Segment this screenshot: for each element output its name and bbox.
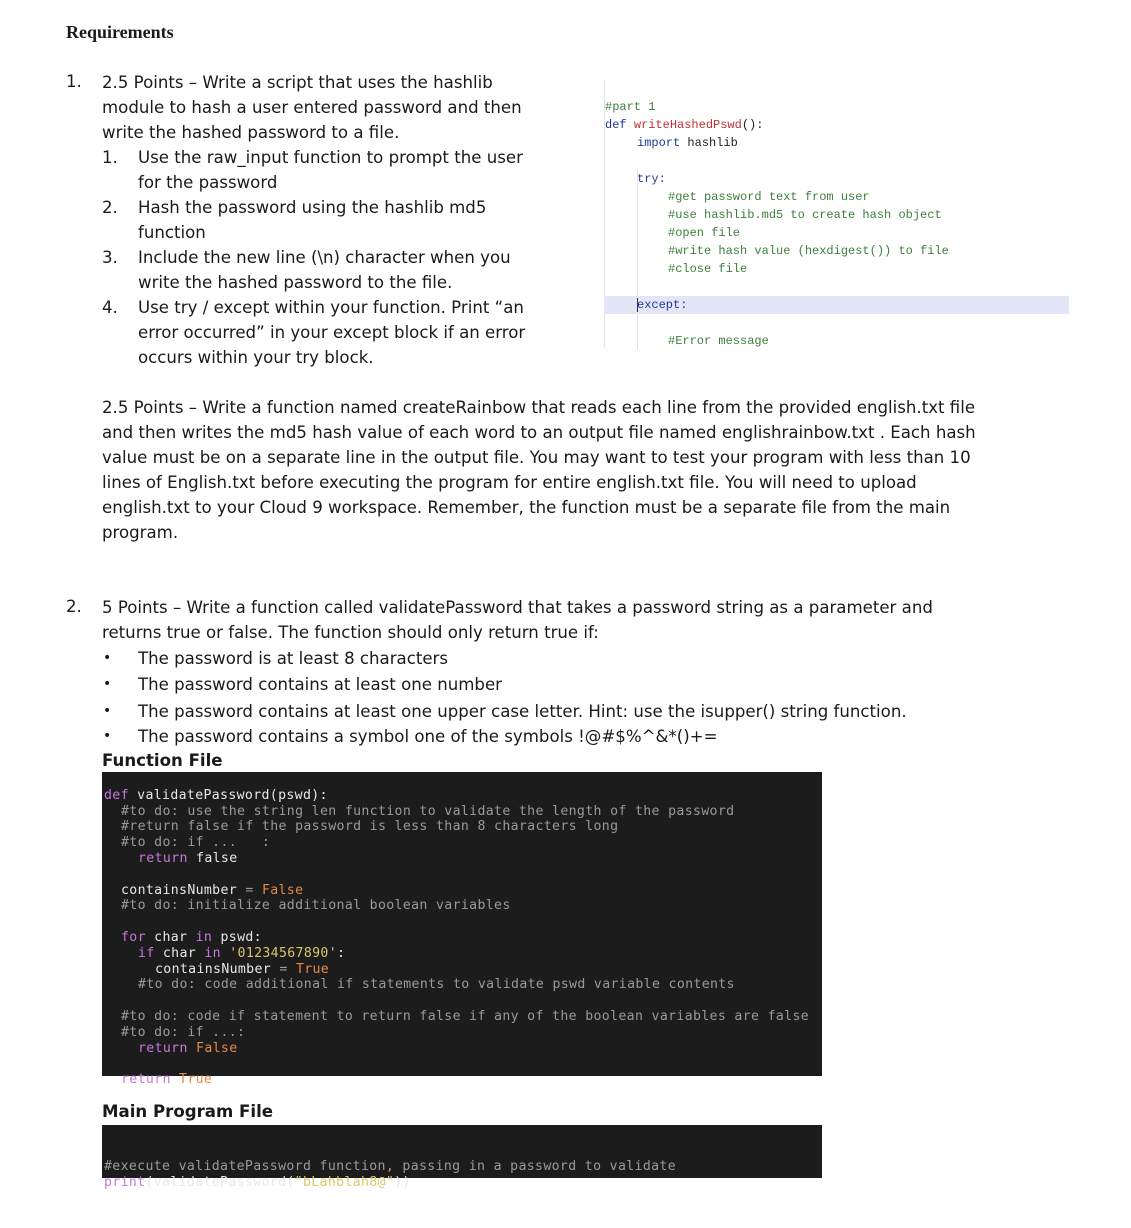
code-token: char xyxy=(145,929,196,945)
code-token: True xyxy=(295,961,330,977)
subitem-number: 1. xyxy=(102,148,118,167)
item1-line: 2.5 Points – Write a script that uses the hashlib xyxy=(102,73,493,92)
code-line: #to do: code if statement to return false if any of the boolean variables are false xyxy=(121,1008,810,1024)
subitem-text xyxy=(138,245,511,295)
code-line xyxy=(605,116,949,134)
code-token: import xyxy=(637,136,681,150)
code-line: #to do: use the string len function to validate the length of the password xyxy=(121,803,735,819)
item1-text xyxy=(102,70,522,145)
ide-code-block xyxy=(605,80,949,368)
code-token: containsNumber xyxy=(155,961,272,977)
code-token: '01234567890' xyxy=(229,945,337,961)
code-token: writeHashedPswd xyxy=(633,118,742,132)
code-line: #execute validatePassword function, passing in a password to validate xyxy=(104,1158,676,1174)
subitem-line: Include the new line (\n) character when you xyxy=(138,248,511,267)
bullet-icon: • xyxy=(103,703,112,719)
code-token: True xyxy=(170,1072,213,1088)
code-token: pswd: xyxy=(212,929,262,945)
item2-line: 5 Points – Write a function called validatePassword that takes a password string as a parameter and xyxy=(102,598,933,617)
item-number-2: 2. xyxy=(66,597,82,616)
subitem-line: Use the raw_input function to prompt the user xyxy=(138,148,523,167)
code-line xyxy=(104,993,809,1009)
code-token: in xyxy=(204,945,221,961)
code-token: )) xyxy=(394,1174,411,1190)
code-line: #open file xyxy=(668,226,741,240)
code-line xyxy=(104,883,809,899)
subitem-number: 2. xyxy=(102,198,118,217)
subitem-line: Hash the password using the hashlib md5 xyxy=(138,198,487,217)
code-token: return xyxy=(138,1040,188,1056)
code-line: #write hash value (hexdigest()) to file xyxy=(668,244,949,258)
code-line: #part 1 xyxy=(605,100,656,114)
bullet-text: The password contains a symbol one of the symbols !@#$%^&*()+= xyxy=(138,727,718,746)
code-token: False xyxy=(187,1040,238,1056)
subitem-number: 4. xyxy=(102,298,118,317)
bullet-icon: • xyxy=(103,728,112,744)
code-token: containsNumber xyxy=(121,882,238,898)
function-code xyxy=(104,772,809,1104)
code-token: = xyxy=(237,882,262,898)
paragraph-line: 2.5 Points – Write a function named createRainbow that reads each line from the provided english.txt file xyxy=(102,398,976,417)
code-line xyxy=(104,788,809,804)
subitem-line: error occurred” in your except block if an error xyxy=(138,323,526,342)
code-line xyxy=(605,314,949,332)
code-line: #to do: initialize additional boolean variables xyxy=(121,898,511,914)
code-line xyxy=(104,962,809,978)
code-line xyxy=(605,134,949,152)
item1-line: write the hashed password to a file. xyxy=(102,123,400,142)
subitem-line: occurs within your try block. xyxy=(138,348,374,367)
code-line xyxy=(104,946,809,962)
code-line xyxy=(104,1175,676,1191)
item-number-1: 1. xyxy=(66,72,82,91)
code-line: #return false if the password is less than 8 characters long xyxy=(121,819,619,835)
code-token: validatePassword(pswd): xyxy=(128,787,328,803)
code-token: in xyxy=(195,929,213,945)
rainbow-paragraph xyxy=(102,395,976,545)
code-line: #to do: code additional if statements to validate pswd variable contents xyxy=(138,977,735,993)
code-token: = xyxy=(271,961,296,977)
main-file-heading: Main Program File xyxy=(102,1102,274,1121)
code-line: except: xyxy=(637,298,688,312)
code-token: : xyxy=(337,945,346,961)
code-token: return xyxy=(121,1072,171,1088)
code-token: def xyxy=(104,787,129,803)
main-code xyxy=(104,1143,676,1206)
code-token: "bLahblah8@" xyxy=(294,1174,395,1190)
paragraph-line: value must be on a separate line in the output file. You may want to test your program with less than 10 xyxy=(102,448,971,467)
item2-line: returns true or false. The function should only return true if: xyxy=(102,623,599,642)
paragraph-line: program. xyxy=(102,523,179,542)
subitem-text xyxy=(138,145,523,195)
code-line: #to do: if ... : xyxy=(121,835,271,851)
code-line: #get password text from user xyxy=(668,190,870,204)
code-line xyxy=(605,278,949,296)
code-token: for xyxy=(121,929,146,945)
code-token: print xyxy=(104,1174,146,1190)
code-token: hashlib xyxy=(680,136,738,150)
item1-line: module to hash a user entered password and then xyxy=(102,98,522,117)
bullet-icon: • xyxy=(103,650,112,666)
bullet-text: The password contains at least one number xyxy=(138,675,502,694)
code-line xyxy=(104,851,809,867)
code-line: #to do: if ...: xyxy=(121,1024,246,1040)
bullet-text: The password is at least 8 characters xyxy=(138,649,449,668)
code-line: #close file xyxy=(668,262,748,276)
paragraph-line: lines of English.txt before executing the program for entire english.txt file. You will need to upload xyxy=(102,473,917,492)
code-token: false xyxy=(187,850,238,866)
code-line xyxy=(104,930,809,946)
subitem-text xyxy=(138,195,486,245)
code-token: char xyxy=(154,945,205,961)
subitem-number: 3. xyxy=(102,248,118,267)
code-line xyxy=(104,914,809,930)
code-line xyxy=(104,1041,809,1057)
code-line xyxy=(605,152,949,170)
paragraph-line: and then writes the md5 hash value of each word to an output file named englishrainbow.txt . Each hash xyxy=(102,423,976,442)
subitem-line: for the password xyxy=(138,173,278,192)
page-title: Requirements xyxy=(66,22,174,42)
code-token xyxy=(221,946,229,961)
subitem-line: function xyxy=(138,223,206,242)
code-token: (validatePassword( xyxy=(145,1174,295,1190)
item2-text xyxy=(102,595,933,645)
subitem-text xyxy=(138,295,525,370)
code-line: #use hashlib.md5 to create hash object xyxy=(668,208,942,222)
function-file-heading: Function File xyxy=(102,751,223,770)
code-token: (): xyxy=(741,118,764,132)
code-token: def xyxy=(605,118,634,132)
code-token: False xyxy=(261,882,304,898)
code-line: #Error message xyxy=(668,334,769,348)
bullet-icon: • xyxy=(103,676,112,692)
bullet-text: The password contains at least one upper case letter. Hint: use the isupper() string function. xyxy=(138,702,907,721)
code-token: if xyxy=(138,945,155,961)
paragraph-line: english.txt to your Cloud 9 workspace. Remember, the function must be a separate file from the main xyxy=(102,498,951,517)
subitem-line: write the hashed password to the file. xyxy=(138,273,453,292)
code-line xyxy=(104,867,809,883)
code-line: try: xyxy=(637,172,666,186)
subitem-line: Use try / except within your function. Print “an xyxy=(138,298,524,317)
code-line xyxy=(104,1072,809,1088)
code-token: return xyxy=(138,850,188,866)
code-line xyxy=(104,1056,809,1072)
